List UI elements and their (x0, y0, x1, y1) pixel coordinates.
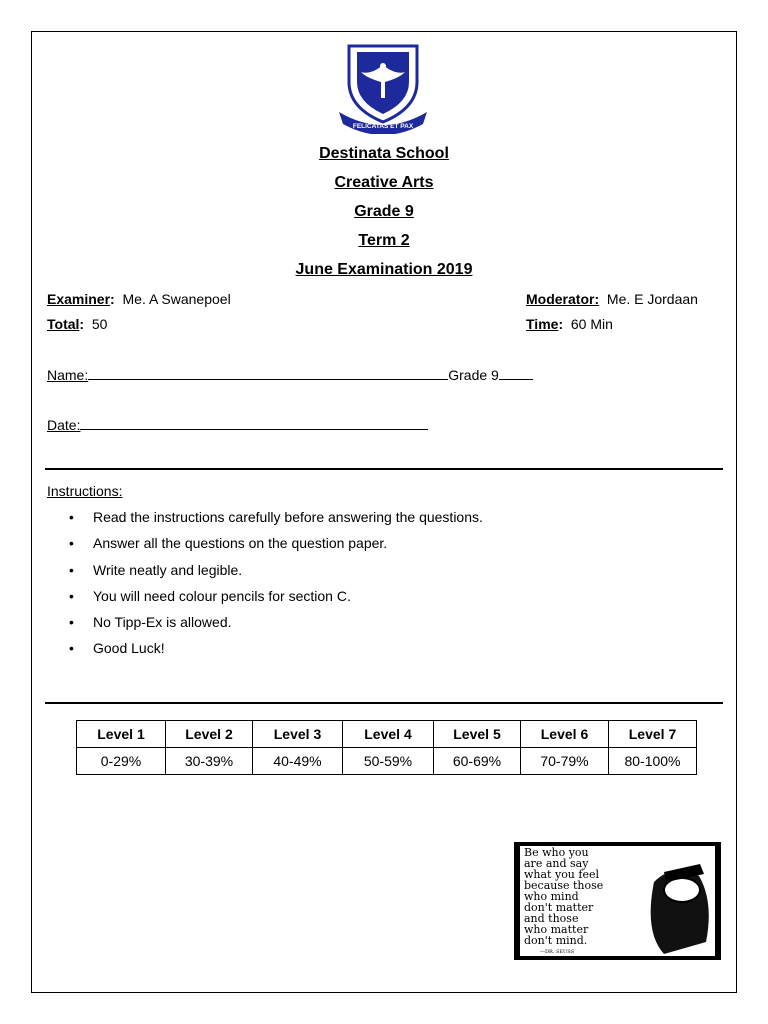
school-crest-logo (335, 42, 431, 134)
seuss-quote-image (514, 842, 721, 960)
grade-blank[interactable] (499, 367, 533, 380)
quote-line: and those (524, 912, 579, 925)
exam-title: June Examination 2019 (295, 261, 473, 278)
crest-motto: FELICATAS ET PAX (352, 123, 414, 130)
level-range: 50-59% (343, 748, 434, 775)
quote-line: what you feel (524, 868, 600, 881)
levels-table (76, 720, 697, 775)
quote-line: don't matter (524, 901, 594, 914)
quote-line: because those (524, 879, 604, 892)
table-header-row (77, 721, 697, 748)
subject-title: Creative Arts (334, 174, 434, 191)
level-header: Level 6 (521, 721, 609, 748)
quote-line: don't mind. (524, 934, 588, 947)
date-label: Date: (47, 417, 81, 433)
divider-bottom (45, 702, 723, 704)
level-range: 0-29% (77, 748, 166, 775)
level-range: 80-100% (609, 748, 697, 775)
quote-line: who matter (524, 923, 589, 936)
name-label: Name: (47, 367, 89, 383)
table-row (77, 748, 697, 775)
school-name: Destinata School (319, 145, 449, 162)
instructions-list (47, 508, 483, 666)
total-value: 50 (91, 316, 108, 332)
grade-title: Grade 9 (354, 203, 414, 220)
total-field: Total: 50 (47, 316, 108, 332)
list-item: • You will need colour pencils for section C. (69, 587, 351, 604)
level-header: Level 1 (77, 721, 166, 748)
quote-author: —DR. SEUSS (540, 949, 575, 955)
date-line[interactable] (47, 417, 428, 433)
name-blank[interactable] (88, 367, 448, 380)
examiner-value: Me. A Swanepoel (122, 291, 231, 307)
examiner-field: Examiner: Me. A Swanepoel (47, 291, 231, 307)
instructions-heading: Instructions: (47, 483, 123, 499)
level-header: Level 3 (253, 721, 343, 748)
level-range: 60-69% (434, 748, 521, 775)
date-blank[interactable] (80, 417, 428, 430)
total-label: Total (47, 316, 80, 332)
moderator-value: Me. E Jordaan (606, 291, 698, 307)
quote-line: who mind (524, 890, 579, 903)
quote-line: Be who you (524, 846, 589, 859)
name-line[interactable] (47, 367, 533, 383)
moderator-field (526, 291, 698, 307)
time-label: Time (526, 316, 559, 332)
list-item: • Read the instructions carefully before answering the questions. (69, 509, 483, 525)
list-item: • Answer all the questions on the question paper. (69, 535, 388, 552)
level-header: Level 4 (343, 721, 434, 748)
level-header: Level 7 (609, 721, 697, 748)
quote-line: are and say (524, 857, 589, 870)
level-range: 30-39% (166, 748, 253, 775)
list-item: • Write neatly and legible. (69, 561, 243, 578)
level-range: 40-49% (253, 748, 343, 775)
list-item: • No Tipp-Ex is allowed. (69, 614, 232, 631)
examiner-label: Examiner (47, 291, 111, 307)
divider-top (45, 468, 723, 470)
time-field: Time: 60 Min (526, 316, 613, 332)
time-value: 60 Min (570, 316, 613, 332)
level-range: 70-79% (521, 748, 609, 775)
grade-label: Grade 9 (448, 367, 499, 383)
term-title: Term 2 (358, 232, 410, 249)
list-item: • Good Luck! (69, 640, 165, 657)
moderator-label: Moderator: (526, 291, 600, 307)
level-header: Level 2 (166, 721, 253, 748)
level-header: Level 5 (434, 721, 521, 748)
